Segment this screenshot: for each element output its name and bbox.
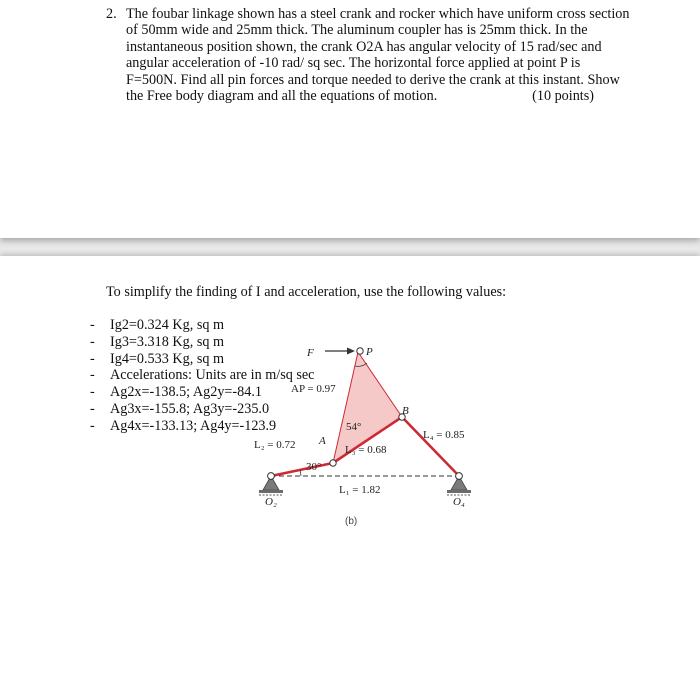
list-item: - Ag4x=-133.13; Ag4y=-123.9 xyxy=(90,418,314,435)
force-label: F xyxy=(307,347,314,359)
l4-label: L₄ = 0.85 xyxy=(423,429,465,441)
list-item: - Ag2x=-138.5; Ag2y=-84.1 xyxy=(90,384,314,401)
question-line: the Free body diagram and all the equations of motion. xyxy=(126,88,438,105)
coupler-angle-label: 54° xyxy=(346,421,362,433)
pin-a xyxy=(330,460,336,466)
force-arrowhead xyxy=(347,348,355,355)
pin-o4 xyxy=(456,473,463,480)
question-line: angular acceleration of -10 rad/ sq sec. The horizontal force applied at point P is xyxy=(126,55,581,72)
question-points: (10 points) xyxy=(532,88,594,105)
point-p-label: P xyxy=(366,346,373,358)
rocker-link xyxy=(402,417,459,476)
l3-label: L₃ = 0.68 xyxy=(345,444,387,456)
question-line: The foubar linkage shown has a steel crank and rocker which have uniform cross section xyxy=(126,6,630,22)
figure-caption: (b) xyxy=(345,516,358,527)
list-item: - Ig2=0.324 Kg, sq m xyxy=(90,317,314,334)
point-a-label: A xyxy=(319,435,326,447)
o4-label: O₄ xyxy=(453,496,465,508)
crank-link xyxy=(271,463,333,476)
given-values-list xyxy=(90,317,314,435)
point-p xyxy=(357,348,363,354)
pin-o2 xyxy=(268,473,275,480)
ap-length-label: AP = 0.97 xyxy=(291,383,336,395)
question-number: 2. xyxy=(106,6,117,22)
crank-angle-label: 30° xyxy=(306,461,322,473)
l2-label: L₂ = 0.72 xyxy=(254,439,296,451)
question-line: of 50mm wide and 25mm thick. The aluminum coupler has is 25mm thick. In the xyxy=(126,22,588,39)
list-item: - Ig4=0.533 Kg, sq m xyxy=(90,351,314,368)
point-b-label: B xyxy=(402,405,409,417)
question-line: F=500N. Find all pin forces and torque needed to derive the crank at this instant. Show xyxy=(126,71,620,88)
l1-label: L₁ = 1.82 xyxy=(339,484,381,496)
instructions-text: To simplify the finding of I and acceleration, use the following values: xyxy=(106,284,507,300)
list-item: - Accelerations: Units are in m/sq sec xyxy=(90,367,314,384)
o2-label: O₂ xyxy=(265,496,277,508)
list-item: - Ig3=3.318 Kg, sq m xyxy=(90,334,314,351)
question-line: instantaneous position shown, the crank O2A has angular velocity of 15 rad/sec and xyxy=(126,38,602,55)
list-item: - Ag3x=-155.8; Ag3y=-235.0 xyxy=(90,401,314,418)
